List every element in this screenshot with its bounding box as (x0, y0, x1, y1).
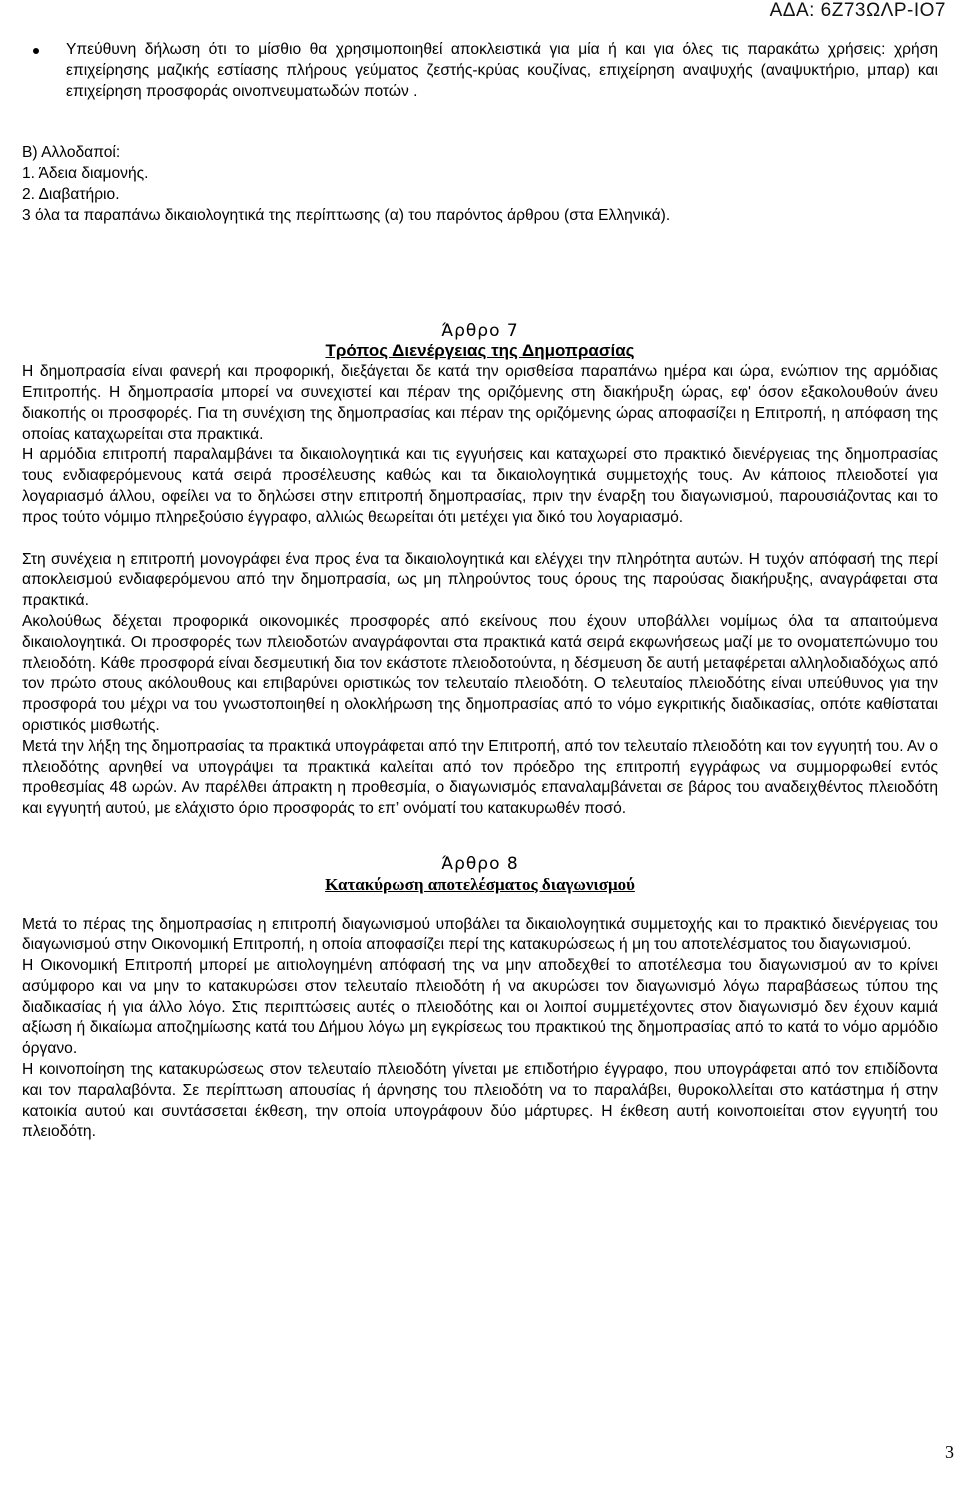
article-8-title: Κατακύρωση αποτελέσματος διαγωνισμού (325, 874, 635, 894)
article-7-paragraph: Η δημοπρασία είναι φανερή και προφορική, διεξάγεται δε κατά την ορισθείσα παραπάνω ημέρα και ώρα, ενώπιον της αρμόδιας Επιτροπής. Η δημοπρασία μπορεί να συνεχιστεί και πέραν της οριζόμενης στη διακήρυξη ώρας, εφ' όσον εξακολουθούν άνευ διακοπής οι προσφορές. Για τη συνέχιση της δημοπρασίας και πέραν της οριζόμενης ώρας αποφασίζει η Επιτροπή, η απόφαση της οποίας καταχωρείται στα πρακτικά. (22, 363, 938, 443)
page-number: 3 (945, 1442, 954, 1462)
foreigners-section (22, 143, 938, 226)
article-7-label: Άρθρο 7 (441, 320, 519, 341)
foreigners-item: 2. Διαβατήριο. (22, 185, 120, 203)
article-7-title: Τρόπος Διενέργειας της Δημοπρασίας (325, 341, 635, 361)
article-8-paragraph: Μετά το πέρας της δημοπρασίας η επιτροπή διαγωνισμού υποβάλει τα δικαιολογητικά συμμετοχής και το πρακτικό διενέργειας του διαγωνισμού στην Οικονομική Επιτροπή, η οποία αποφασίζει περί της κατακυρώσεως ή μη του αποτελέσματος του διαγωνισμού. (22, 915, 938, 954)
article-8 (22, 854, 938, 1143)
document-body (22, 40, 938, 1143)
bullet-text: Υπεύθυνη δήλωση ότι το μίσθιο θα χρησιμοποιηθεί αποκλειστικά για μία ή και για όλες τις παρακάτω χρήσεις: χρήση επιχείρησης μαζικής εστίασης πλήρους γεύματος ζεστής-κρύας κουζίνας, επιχείρηση αναψυχής (αναψυκτήριο, μπαρ) και επιχείρηση προσφοράς οινοπνευματωδών ποτών . (66, 41, 938, 100)
ada-code: ΑΔΑ: 6Ζ73ΩΛΡ-ΙΟ7 (769, 0, 946, 21)
foreigners-heading: Β) Αλλοδαποί: (22, 144, 121, 162)
article-7 (22, 321, 938, 820)
bullet-item (22, 40, 938, 102)
article-7-paragraph: Η αρμόδια επιτροπή παραλαμβάνει τα δικαιολογητικά και τις εγγυήσεις και καταχωρεί στο πρακτικό διενέργειας της δημοπρασίας τους ενδιαφερόμενους κατά σειρά προσέλευσης καθώς και τα δικαιολογητικά συμμετοχής τους. Αν κάποιος πλειοδοτεί για λογαριασμό άλλου, οφείλει να το δηλώσει στην επιτροπή δημοπρασίας, πριν την έναρξη του διαγωνισμού, παρουσιάζοντας και το προς τούτο νόμιμο πληρεξούσιο έγγραφο, αλλιώς θεωρείται ότι μετέχει για δικό του λογαριασμό. (22, 446, 938, 526)
foreigners-item: 3 όλα τα παραπάνω δικαιολογητικά της περίπτωσης (α) του παρόντος άρθρου (στα Ελληνικά). (22, 206, 671, 224)
article-7-paragraph: Στη συνέχεια η επιτροπή μονογράφει ένα προς ένα τα δικαιολογητικά και ελέγχει την πληρότητα αυτών. Η τυχόν απόφασή της περί αποκλεισμού ενδιαφερόμενου από την δημοπρασία, ως μη πληρούντος τους όρους της παρούσας διακήρυξης, αναγράφεται στα πρακτικά. (22, 550, 938, 610)
article-7-paragraph: Ακολούθως δέχεται προφορικά οικονομικές προσφορές από εκείνους που έχουν υποβάλλει νομίμως όλα τα απαιτούμενα δικαιολογητικά. Οι προσφορές των πλειοδοτών αναγράφονται στα πρακτικά κατά σειρά εκφωνήσεως μαζί με το ονοματεπώνυμο του πλειοδότη. Κάθε προσφορά είναι δεσμευτική δια τον εκάστοτε πλειοδοτούντα, η δέσμευση δε αυτή μεταφέρεται αλληλοδιαδόχως από τον πρώτο στους ακόλουθους και επιβαρύνει οριστικώς τον τελευταίο πλειοδότη. Ο τελευταίος πλειοδότης είναι υπεύθυνος για την προσφορά του μέχρι να του γνωστοποιηθεί η ολοκλήρωση της δημοπρασίας από το νόμο εγκριτικής διαδικασίας, οπότε καθίσταται οριστικός μισθωτής. (22, 612, 938, 734)
article-8-label: Άρθρο 8 (441, 853, 519, 874)
article-8-paragraph: Η Οικονομική Επιτροπή μπορεί με αιτιολογημένη απόφασή της να μην αποδεχθεί το αποτέλεσμα του διαγωνισμού αν το κρίνει ασύμφορο και να μην το κατακυρώσει στον τελευταίο πλειοδότη ή να ακυρώσει τον διαγωνισμό λόγω παραβάσεως τύπου της διαδικασίας ή για άλλο λόγο. Στις περιπτώσεις αυτές ο πλειοδότης και οι λοιποί συμμετέχοντες στον διαγωνισμό δεν έχουν καμιά αξίωση ή δικαίωμα αποζημίωσης κατά του Δήμου λόγω μη εγκρίσεως του πρακτικού της δημοπρασίας από το κατά το νόμο αρμόδιο όργανο. (22, 957, 938, 1058)
article-8-paragraph: Η κοινοποίηση της κατακυρώσεως στον τελευταίο πλειοδότη γίνεται με επιδοτήριο έγγραφο, που υπογράφεται από τον επιδίδοντα και τον παραλαβόντα. Σε περίπτωση απουσίας ή άρνησης του πλειοδότη να το παραλάβει, θυροκολλείται στο κατάστημα ή στην κατοικία αυτού και συντάσσεται έκθεση, την οποία υπογράφουν δύο μάρτυρες. Η έκθεση αυτή κοινοποιείται στον εγγυητή του πλειοδότη. (22, 1061, 938, 1141)
article-7-paragraph: Μετά την λήξη της δημοπρασίας τα πρακτικά υπογράφεται από την Επιτροπή, από τον τελευταίο πλειοδότη και τον εγγυητή του. Αν ο πλειοδότης αρνηθεί να υπογράψει τα πρακτικά καλείται από τον πρόεδρο της επιτροπή εγγράφως να συμμορφωθεί εντός προθεσμίας 48 ωρών. Αν παρέλθει άπρακτη η προθεσμία, ο διαγωνισμός επαναλαμβάνεται σε βάρος του αναδειχθέντος πλειοδότη και εγγυητή αυτού, με ελάχιστο όριο προσφοράς το επ’ ονόματί του κατακυρωθέν ποσό. (22, 737, 938, 818)
foreigners-item: 1. Άδεια διαμονής. (22, 165, 149, 183)
bullet-dot-icon (33, 48, 39, 54)
